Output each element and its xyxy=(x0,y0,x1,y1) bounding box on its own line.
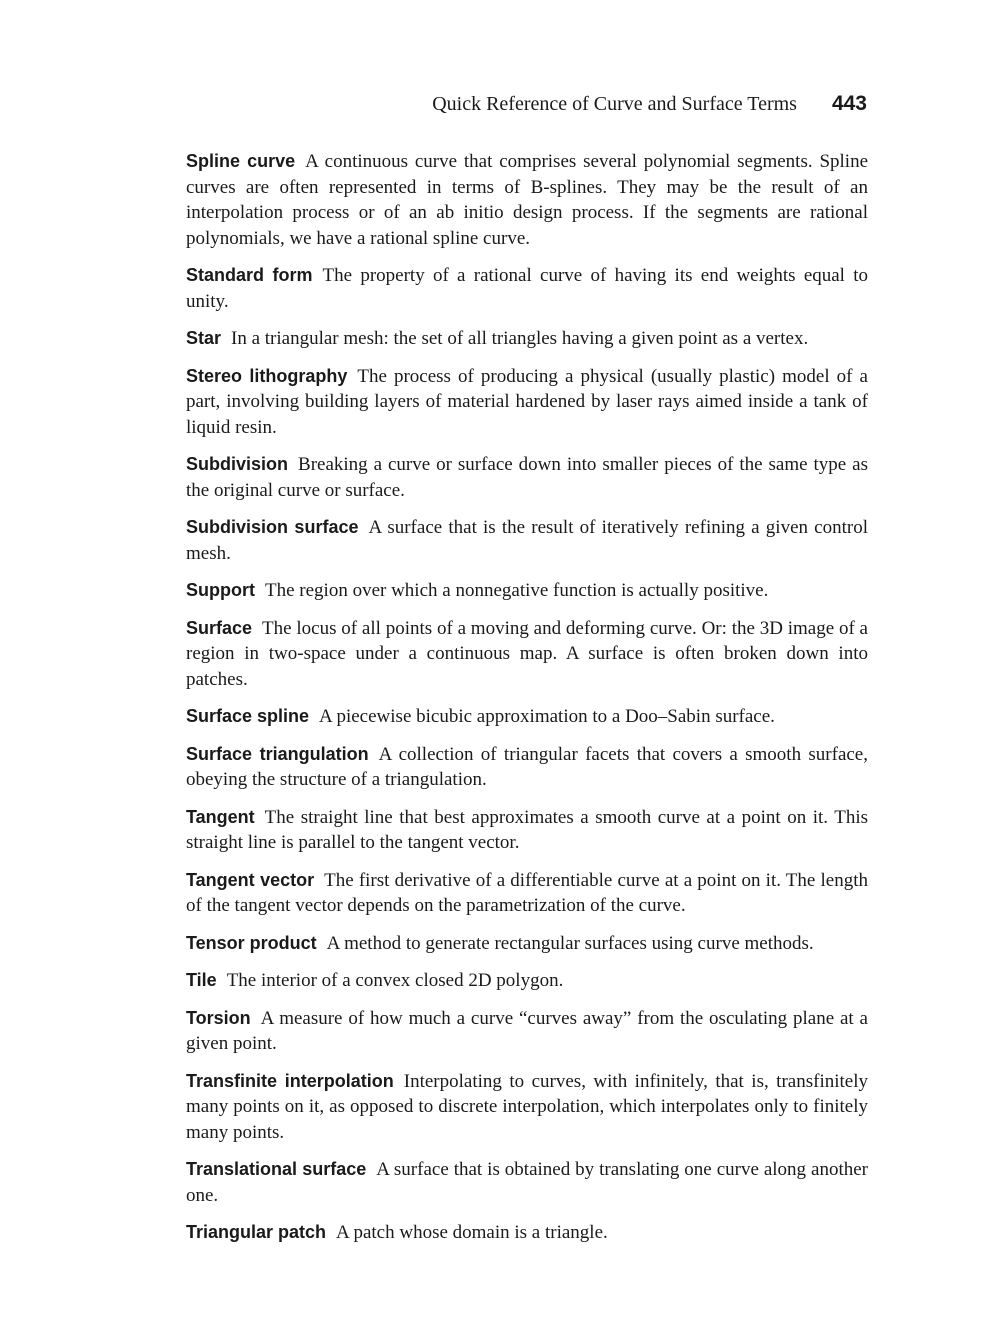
glossary-entry xyxy=(186,805,868,856)
glossary-term: Surface xyxy=(186,617,253,638)
glossary-definition: The locus of all points of a moving and deforming curve. Or: the 3D image of a region in two-space under a continuous map. A surface is often broken down into patches. xyxy=(186,617,868,690)
glossary-definition: A continuous curve that comprises several polynomial segments. Spline curves are often represented in terms of B-splines. They may be the result of an interpolation process or of an ab initio design process. If the segments are rational polynomials, we have a rational spline curve. xyxy=(186,151,868,249)
glossary-entry xyxy=(186,326,868,352)
glossary-entry xyxy=(186,616,868,693)
glossary-entry xyxy=(186,931,868,957)
glossary-entry xyxy=(186,578,868,604)
glossary-term: Surface triangulation xyxy=(186,743,369,764)
glossary-term: Torsion xyxy=(186,1007,251,1028)
glossary-entry xyxy=(186,1069,868,1146)
running-head-title: Quick Reference of Curve and Surface Terms xyxy=(432,93,797,115)
glossary-term: Stereo lithography xyxy=(186,365,348,386)
glossary-entry xyxy=(186,1157,868,1208)
running-head xyxy=(432,90,867,118)
glossary-term: Support xyxy=(186,580,255,600)
glossary-term: Subdivision xyxy=(186,454,289,474)
glossary-definition: A piecewise bicubic approximation to a Doo–Sabin surface. xyxy=(319,706,775,727)
glossary-entry xyxy=(186,968,868,994)
glossary-definition: The interior of a convex closed 2D polygon. xyxy=(226,970,564,991)
glossary-definition: A collection of triangular facets that covers a smooth surface, obeying the structure of a triangulation. xyxy=(186,743,868,790)
glossary-definition: The straight line that best approximates a smooth curve at a point on it. This straight line is parallel to the tangent vector. xyxy=(186,806,868,853)
glossary-entry xyxy=(186,263,868,314)
glossary-term: Translational surface xyxy=(186,1159,367,1179)
glossary-entries xyxy=(186,149,868,1258)
glossary-term: Subdivision surface xyxy=(186,517,359,537)
glossary-term: Tensor product xyxy=(186,932,317,953)
glossary-term: Tangent xyxy=(186,806,255,827)
glossary-entry xyxy=(186,452,868,503)
glossary-entry xyxy=(186,1220,868,1246)
glossary-term: Surface spline xyxy=(186,706,310,726)
glossary-entry xyxy=(186,1006,868,1057)
glossary-definition: The first derivative of a differentiable curve at a point on it. The length of the tangent vector depends on the parametrization of the curve. xyxy=(186,869,869,916)
glossary-term: Triangular patch xyxy=(186,1222,327,1242)
glossary-term: Standard form xyxy=(186,265,313,285)
glossary-definition: Interpolating to curves, with infinitely, that is, transfinitely many points on it, as opposed to discrete interpolation, which interpolates only to finitely many points. xyxy=(186,1070,868,1143)
glossary-definition: The region over which a nonnegative function is actually positive. xyxy=(265,580,769,601)
glossary-entry xyxy=(186,704,868,730)
glossary-entry xyxy=(186,364,868,441)
glossary-term: Spline curve xyxy=(186,151,296,171)
glossary-term: Tile xyxy=(186,970,217,990)
glossary-definition: The property of a rational curve of having its end weights equal to unity. xyxy=(186,265,869,312)
glossary-entry xyxy=(186,515,868,566)
glossary-definition: In a triangular mesh: the set of all triangles having a given point as a vertex. xyxy=(231,328,809,349)
glossary-definition: A measure of how much a curve “curves away” from the osculating plane at a given point. xyxy=(186,1007,868,1054)
glossary-definition: A surface that is obtained by translating one curve along another one. xyxy=(186,1159,868,1206)
glossary-definition: Breaking a curve or surface down into smaller pieces of the same type as the original curve or surface. xyxy=(186,454,868,501)
glossary-term: Star xyxy=(186,328,222,348)
glossary-definition: A patch whose domain is a triangle. xyxy=(336,1222,608,1243)
glossary-term: Transfinite interpolation xyxy=(186,1070,394,1091)
glossary-definition: A surface that is the result of iteratively refining a given control mesh. xyxy=(186,517,868,564)
glossary-definition: The process of producing a physical (usually plastic) model of a part, involving building layers of material hardened by laser rays aimed inside a tank of liquid resin. xyxy=(186,365,868,438)
glossary-entry xyxy=(186,149,868,251)
glossary-term: Tangent vector xyxy=(186,869,315,890)
glossary-entry xyxy=(186,868,868,919)
page-number: 443 xyxy=(831,92,867,115)
glossary-definition: A method to generate rectangular surfaces using curve methods. xyxy=(326,932,814,954)
glossary-entry xyxy=(186,742,868,793)
